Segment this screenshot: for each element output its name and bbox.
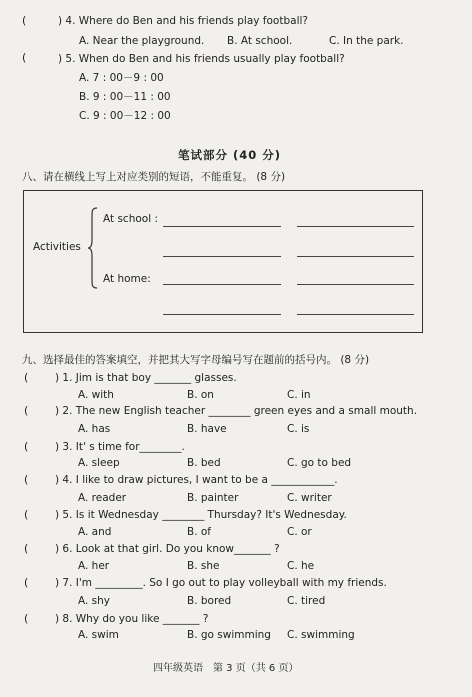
s9-q7-option-a: A. shy <box>78 595 111 607</box>
s9-q8-option-b: B. go swimming <box>187 629 271 641</box>
s9-question-7: ) 7. I'm _________. So I go out to play volleyball with my friends. <box>55 577 387 589</box>
q4-option-c: C. In the park. <box>329 35 404 47</box>
s9-question-6: ) 6. Look at that girl. Do you know_______ ? <box>55 543 280 555</box>
s9-q8-paren[interactable]: ( <box>24 612 29 625</box>
curly-brace-icon <box>88 207 98 289</box>
s9-question-4: ) 4. I like to draw pictures, I want to be a ____________. <box>55 474 338 486</box>
page-footer: 四年级英语 第 3 页（共 6 页） <box>153 663 299 674</box>
q5-option-c: C. 9 : 00－12 : 00 <box>79 110 171 122</box>
s9-q3-paren[interactable]: ( <box>24 440 29 453</box>
at-school-label: At school : <box>103 213 158 225</box>
s9-q4-option-b: B. painter <box>187 492 239 504</box>
s9-q6-paren[interactable]: ( <box>24 542 29 555</box>
s9-q5-option-a: A. and <box>78 526 112 538</box>
q4-option-a: A. Near the playground. <box>79 35 205 47</box>
q4-option-b: B. At school. <box>227 35 293 47</box>
s9-q7-option-b: B. bored <box>187 595 232 607</box>
s9-q1-paren[interactable]: ( <box>24 371 29 384</box>
q5-option-b: B. 9 : 00－11 : 00 <box>79 91 171 103</box>
s9-q6-option-b: B. she <box>187 560 220 572</box>
s9-question-3: ) 3. It' s time for________. <box>55 441 185 453</box>
s9-question-8: ) 8. Why do you like _______ ? <box>55 613 209 625</box>
s9-q2-option-a: A. has <box>78 423 111 435</box>
at-home-label: At home: <box>103 273 151 285</box>
s9-q4-option-c: C. writer <box>287 492 332 504</box>
s9-question-2: ) 2. The new English teacher ________ green eyes and a small mouth. <box>55 405 418 417</box>
q5-paren[interactable]: ( <box>22 51 27 64</box>
s9-q1-option-a: A. with <box>78 389 114 401</box>
s9-q6-option-c: C. he <box>287 560 315 572</box>
s9-q5-option-c: C. or <box>287 526 312 538</box>
at-home-blank-1[interactable] <box>163 284 281 285</box>
at-school-blank-4[interactable] <box>297 256 414 257</box>
s9-q3-option-c: C. go to bed <box>287 457 352 469</box>
s9-question-1: ) 1. Jim is that boy _______ glasses. <box>55 372 237 384</box>
s9-question-5: ) 5. Is it Wednesday ________ Thursday? It's Wednesday. <box>55 509 347 521</box>
listening-question-5: ) 5. When do Ben and his friends usually play football? <box>58 53 345 65</box>
at-school-blank-1[interactable] <box>163 226 281 227</box>
at-school-blank-2[interactable] <box>297 226 414 227</box>
s9-q7-option-c: C. tired <box>287 595 326 607</box>
section-9-heading: 九、选择最佳的答案填空，并把其大写字母编号写在题前的括号内。 (8 分) <box>22 354 370 366</box>
at-home-blank-4[interactable] <box>297 314 414 315</box>
s9-q2-paren[interactable]: ( <box>24 404 29 417</box>
activities-table <box>23 190 423 333</box>
s9-q5-paren[interactable]: ( <box>24 508 29 521</box>
s9-q8-option-a: A. swim <box>78 629 119 641</box>
s9-q7-paren[interactable]: ( <box>24 576 29 589</box>
written-part-title: 笔试部分 (40 分) <box>178 148 282 162</box>
s9-q8-option-c: C. swimming <box>287 629 355 641</box>
s9-q4-paren[interactable]: ( <box>24 473 29 486</box>
section-8-heading: 八、请在横线上写上对应类别的短语，不能重复。 (8 分) <box>22 171 286 183</box>
at-school-blank-3[interactable] <box>163 256 281 257</box>
listening-question-4: ) 4. Where do Ben and his friends play football? <box>58 15 308 27</box>
q5-option-a: A. 7 : 00－9 : 00 <box>79 72 164 84</box>
activities-label: Activities <box>33 241 81 253</box>
at-home-blank-3[interactable] <box>163 314 281 315</box>
s9-q3-option-b: B. bed <box>187 457 221 469</box>
s9-q1-option-c: C. in <box>287 389 311 401</box>
s9-q1-option-b: B. on <box>187 389 214 401</box>
s9-q3-option-a: A. sleep <box>78 457 120 469</box>
s9-q6-option-a: A. her <box>78 560 110 572</box>
q4-paren[interactable]: ( <box>22 14 27 27</box>
s9-q5-option-b: B. of <box>187 526 211 538</box>
at-home-blank-2[interactable] <box>297 284 414 285</box>
s9-q4-option-a: A. reader <box>78 492 127 504</box>
s9-q2-option-c: C. is <box>287 423 310 435</box>
s9-q2-option-b: B. have <box>187 423 227 435</box>
